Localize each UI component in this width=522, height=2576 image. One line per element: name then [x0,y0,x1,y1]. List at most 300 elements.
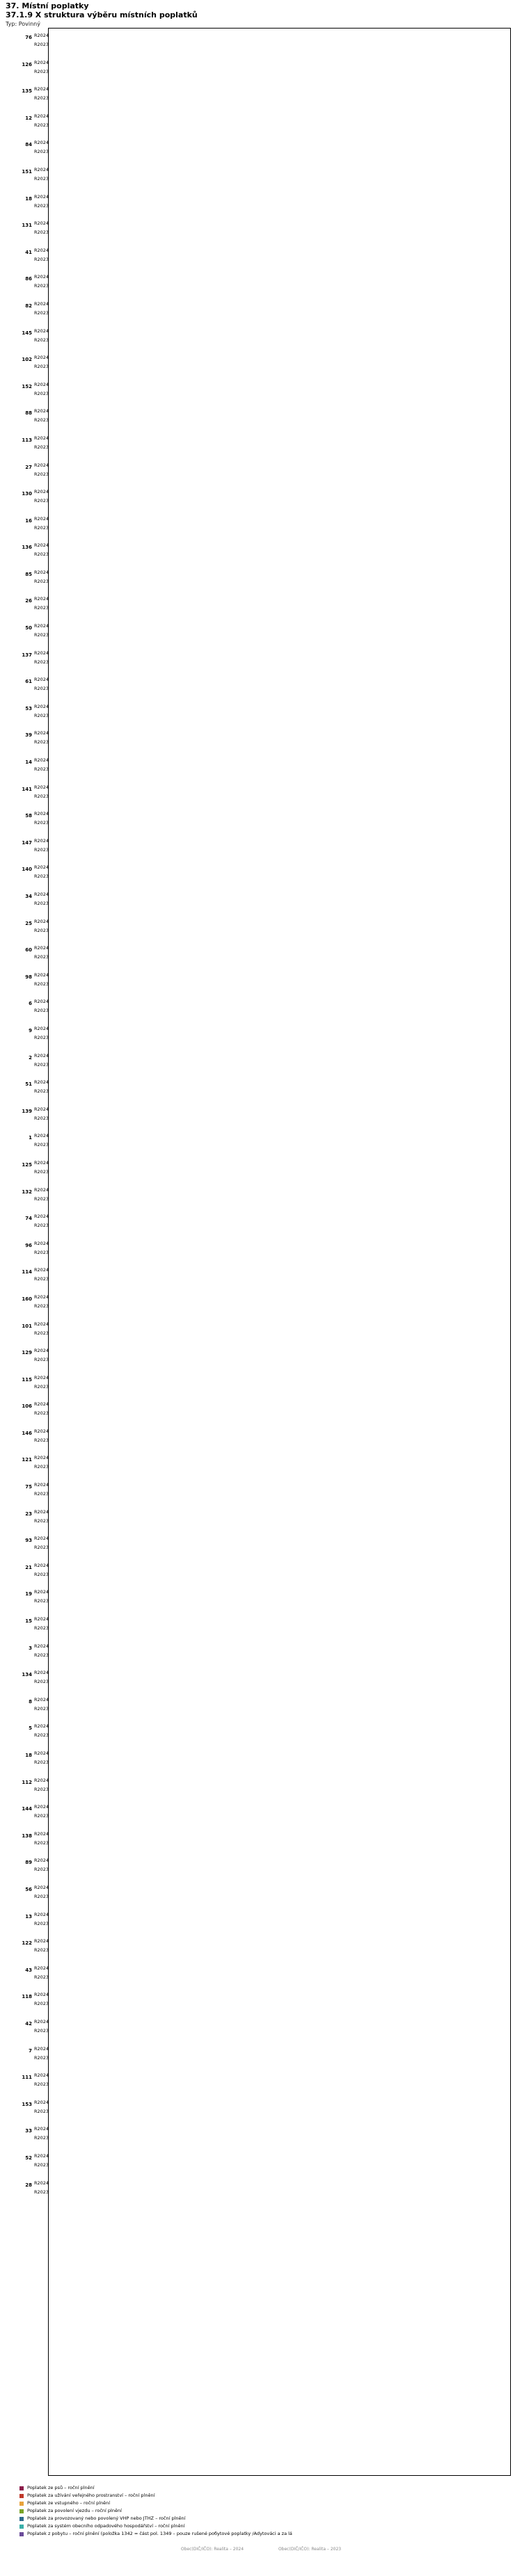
year-label: R2023 [34,1598,49,1604]
year-label: R2023 [34,1679,49,1685]
legend-label: Poplatek za provozovaný nebo povolený VHP nebo JTHZ – roční plnění [27,2515,186,2521]
stacked-bar [48,1939,511,1945]
bar-row [34,981,511,988]
year-label: R2024 [34,1025,49,1031]
bar-row [34,1804,511,1810]
group-label: 106 [22,1403,32,1410]
year-label: R2024 [34,1777,49,1783]
bar-row [34,2019,511,2025]
group-label: 98 [25,974,32,980]
stacked-bar [48,301,511,307]
stacked-bar [48,150,511,155]
year-label: R2024 [34,1294,49,1300]
chart-group [6,726,511,753]
stacked-bar [48,659,511,665]
stacked-bar [48,1268,511,1273]
year-label: R2023 [34,1571,49,1577]
chart-group [6,968,511,995]
legend-label: Poplatek ze psů – roční plnění [27,2485,95,2490]
year-label: R2023 [34,1437,49,1443]
bar-row [34,140,511,146]
chart-group [6,1183,511,1210]
chart-group [6,995,511,1022]
year-label: R2024 [34,2126,49,2132]
bar-row [34,1187,511,1193]
stacked-bar [48,2028,511,2034]
bar-row [34,1992,511,1998]
stacked-bar [48,113,511,119]
year-label: R2024 [34,1240,49,1246]
bar-row [34,2046,511,2052]
stacked-bar [48,1805,511,1810]
stacked-bar [48,337,511,343]
stacked-bar [48,2109,511,2114]
year-label: R2023 [34,256,49,262]
stacked-bar [48,472,511,477]
year-label: R2023 [34,149,49,155]
year-label: R2024 [34,462,49,468]
year-label: R2024 [34,730,49,736]
bar-row [34,498,511,504]
bar-row [34,33,511,39]
stacked-bar [48,704,511,709]
group-label: 21 [25,1564,32,1570]
bar-row [34,1912,511,1918]
group-label: 9 [29,1027,32,1033]
legend-item [19,2507,507,2515]
bar-row [34,408,511,414]
chart-group [6,1934,511,1961]
year-label: R2023 [34,874,49,880]
bar-row [34,1813,511,1819]
year-label: R2024 [34,1616,49,1623]
group-label: 111 [22,2075,32,2081]
stacked-bar [48,1626,511,1632]
bar-row [34,417,511,424]
group-label: 96 [25,1242,32,1248]
chart-group [6,1451,511,1478]
chart-group [6,592,511,619]
bar-row [34,757,511,764]
group-label: 61 [25,679,32,685]
chart-group [6,860,511,887]
bar-row [34,1250,511,1256]
stacked-bar [48,275,511,280]
stacked-bar [48,2136,511,2141]
stacked-bar [48,1545,511,1551]
page-footer [0,2547,522,2552]
group-label: 88 [25,410,32,417]
bar-row [34,1545,511,1551]
group-label: 43 [25,1967,32,1973]
stacked-bar [48,1993,511,1998]
year-label: R2024 [34,1348,49,1354]
bar-row [34,69,511,75]
bar-row [34,1760,511,1766]
chart-group [6,1263,511,1290]
year-label: R2024 [34,166,49,172]
stacked-bar [48,1697,511,1702]
year-label: R2024 [34,1079,49,1086]
group-label: 41 [25,249,32,255]
group-label: 12 [25,115,32,121]
group-label: 18 [25,195,32,202]
year-label: R2024 [34,1536,49,1542]
stacked-bar [48,847,511,853]
chart-group [6,1209,511,1237]
legend-swatch [19,2525,24,2529]
bar-row [34,2162,511,2168]
year-label: R2023 [34,632,49,638]
group-label: 101 [22,1323,32,1329]
stacked-bar [48,1250,511,1255]
group-label: 135 [22,88,32,95]
bar-row [34,1787,511,1793]
bar-row [34,122,511,129]
bar-row [34,194,511,200]
page-title-line2: 37.1.9 X struktura výběru místních poplatků [6,10,198,19]
group-label: 13 [25,1913,32,1919]
year-label: R2023 [34,2082,49,2088]
bar-row [34,1732,511,1739]
year-label: R2024 [34,328,49,334]
year-label: R2024 [34,677,49,683]
bar-row [34,686,511,692]
year-label: R2024 [34,489,49,495]
year-label: R2023 [34,1115,49,1121]
chart-group [6,1478,511,1505]
year-label: R2024 [34,59,49,65]
bar-row [34,1858,511,1864]
chart-group [6,485,511,512]
bar-row [34,310,511,316]
group-label: 160 [22,1296,32,1302]
stacked-bar [48,2189,511,2195]
bar-row [34,766,511,773]
bar-row [34,1294,511,1301]
bar-row [34,1438,511,1444]
stacked-bar [48,1160,511,1166]
year-label: R2023 [34,1303,49,1309]
year-label: R2023 [34,230,49,236]
stacked-bar [48,1733,511,1739]
bar-row [34,1196,511,1202]
chart-group [6,1746,511,1773]
chart-group [6,1961,511,1988]
group-label: 39 [25,732,32,739]
year-label: R2024 [34,408,49,414]
year-label: R2024 [34,1374,49,1380]
year-label: R2023 [34,1867,49,1873]
chart-group [6,1371,511,1398]
stacked-bar [48,364,511,370]
year-label: R2024 [34,1965,49,1971]
group-label: 23 [25,1511,32,1517]
bar-row [34,2082,511,2088]
bar-row [34,864,511,871]
stacked-bar [48,650,511,656]
stacked-bar [48,462,511,468]
stacked-bar [48,230,511,236]
bar-row [34,1401,511,1408]
bar-row [34,444,511,451]
chart-legend [19,2484,507,2538]
bar-row [34,552,511,558]
year-label: R2023 [34,1330,49,1336]
group-label: 146 [22,1430,32,1436]
legend-item [19,2499,507,2507]
bar-row [34,1241,511,1247]
group-label: 134 [22,1672,32,1678]
stacked-bar [48,1921,511,1926]
stacked-bar [48,1223,511,1229]
year-label: R2024 [34,1106,49,1112]
year-label: R2023 [34,1625,49,1632]
chart-group [6,1693,511,1720]
chart-group [6,29,511,56]
bar-row [34,784,511,791]
stacked-bar [48,221,511,227]
stacked-bar [48,2153,511,2159]
year-label: R2024 [34,1750,49,1756]
group-label: 136 [22,545,32,551]
year-label: R2023 [34,337,49,343]
stacked-bar [48,874,511,880]
group-label: 85 [25,571,32,577]
stacked-bar [48,499,511,504]
stacked-bar [48,516,511,522]
year-label: R2023 [34,659,49,665]
chart-group [6,1612,511,1639]
bar-row [34,1303,511,1310]
bar-row [34,60,511,66]
bar-row [34,1035,511,1041]
stacked-bar [48,2002,511,2007]
stacked-bar [48,901,511,907]
stacked-bar [48,1080,511,1086]
legend-label: Poplatek z pobytu – roční plnění (položka 1342 = část pol. 1349 – pouze rušené pобytové poplatky /Adytováci a za lá [27,2531,292,2536]
bar-row [34,730,511,736]
bar-row [34,1357,511,1363]
year-label: R2023 [34,739,49,746]
bar-row [34,220,511,227]
stacked-bar [48,382,511,387]
stacked-bar [48,981,511,987]
legend-swatch [19,2532,24,2536]
chart-group [6,915,511,942]
axis-bottom [48,2475,511,2476]
year-label: R2024 [34,140,49,146]
stacked-bar [48,1912,511,1917]
chart-group [6,1853,511,1881]
stacked-bar-chart [6,28,511,2476]
stacked-bar [48,1751,511,1757]
bar-row [34,1518,511,1524]
year-label: R2023 [34,605,49,611]
year-label: R2024 [34,1911,49,1917]
stacked-bar [48,821,511,826]
chart-group [6,324,511,351]
legend-swatch [19,2494,24,2498]
bar-row [34,176,511,182]
chart-group [6,1719,511,1746]
stacked-bar [48,1456,511,1461]
year-label: R2024 [34,1186,49,1193]
year-label: R2024 [34,1428,49,1434]
group-label: 126 [22,61,32,67]
year-label: R2024 [34,703,49,709]
year-label: R2023 [34,1008,49,1014]
chart-group [6,512,511,539]
year-label: R2023 [34,524,49,531]
year-label: R2024 [34,1159,49,1166]
bar-row [34,1536,511,1542]
chart-group [6,163,511,190]
group-label: 76 [25,35,32,40]
stacked-bar [48,1134,511,1139]
legend-label: Poplatek ze vstupného – roční plnění [27,2500,111,2506]
year-label: R2024 [34,1455,49,1461]
chart-group [6,297,511,324]
year-label: R2024 [34,918,49,924]
stacked-bar [48,1294,511,1300]
stacked-bar [48,1187,511,1193]
stacked-bar [48,999,511,1005]
year-label: R2024 [34,999,49,1005]
year-label: R2023 [34,2135,49,2141]
year-label: R2024 [34,2180,49,2186]
chart-group [6,2068,511,2095]
year-label: R2024 [34,435,49,441]
stacked-bar [48,391,511,396]
bar-row [34,1598,511,1604]
stacked-bar [48,1428,511,1434]
stacked-bar [48,1214,511,1220]
chart-group [6,1881,511,1908]
stacked-bar [48,1008,511,1014]
stacked-bar [48,2082,511,2088]
group-label: 25 [25,920,32,926]
bar-row [34,838,511,844]
page-subtitle: Typ: Povinný [6,21,40,27]
stacked-bar [48,919,511,924]
stacked-bar [48,946,511,951]
group-label: 102 [22,357,32,363]
year-label: R2023 [34,1034,49,1040]
chart-group [6,780,511,807]
group-label: 14 [25,759,32,766]
bar-row [34,847,511,853]
bar-row [34,650,511,657]
stacked-bar [48,1384,511,1390]
chart-group [6,619,511,646]
bar-row [34,972,511,979]
year-label: R2023 [34,1947,49,1954]
year-label: R2024 [34,2045,49,2052]
bar-row [34,659,511,666]
year-label: R2024 [34,811,49,817]
bar-row [34,257,511,263]
year-label: R2023 [34,793,49,799]
bar-row [34,919,511,925]
group-label: 19 [25,1591,32,1597]
year-label: R2023 [34,1545,49,1551]
year-label: R2024 [34,2018,49,2024]
year-label: R2024 [34,1858,49,1864]
stacked-bar [48,140,511,146]
year-label: R2024 [34,2152,49,2159]
year-label: R2024 [34,1589,49,1595]
bar-row [34,2135,511,2141]
year-label: R2023 [34,68,49,74]
bar-row [34,1974,511,1981]
bar-row [34,1491,511,1497]
bar-row [34,1384,511,1390]
group-label: 52 [25,2155,32,2161]
chart-group [6,1102,511,1129]
group-label: 3 [29,1645,32,1651]
group-label: 53 [25,705,32,711]
chart-group [6,1585,511,1612]
legend-item [19,2492,507,2499]
stacked-bar [48,1089,511,1095]
year-label: R2024 [34,220,49,227]
bar-row [34,113,511,120]
stacked-bar [48,731,511,736]
group-label: 130 [22,491,32,497]
year-label: R2024 [34,1401,49,1408]
bar-row [34,928,511,934]
bar-row [34,1026,511,1032]
year-label: R2024 [34,864,49,871]
year-label: R2023 [34,1061,49,1068]
year-label: R2023 [34,2054,49,2061]
stacked-bar [48,1974,511,1980]
chart-group [6,136,511,163]
legend-swatch [19,2502,24,2506]
bar-row [34,1321,511,1328]
year-label: R2024 [34,837,49,844]
bar-row [34,1643,511,1650]
bar-row [34,1616,511,1623]
stacked-bar [48,1671,511,1676]
group-label: 151 [22,168,32,175]
year-label: R2023 [34,1357,49,1363]
stacked-bar [48,96,511,102]
chart-group [6,1129,511,1156]
stacked-bar [48,1106,511,1112]
chart-group [6,404,511,431]
bar-row [34,999,511,1005]
stacked-bar [48,892,511,898]
year-label: R2024 [34,1723,49,1730]
bar-row [34,1464,511,1470]
year-label: R2024 [34,381,49,387]
group-label: 144 [22,1806,32,1812]
legend-swatch [19,2517,24,2521]
bar-row [34,1840,511,1846]
legend-item [19,2484,507,2492]
stacked-bar [48,42,511,48]
stacked-bar [48,418,511,424]
stacked-bar [48,176,511,182]
stacked-bar [48,194,511,200]
bar-row [34,1670,511,1676]
bar-row [34,42,511,48]
stacked-bar [48,1831,511,1837]
chart-group [6,1908,511,1935]
bar-row [34,892,511,898]
